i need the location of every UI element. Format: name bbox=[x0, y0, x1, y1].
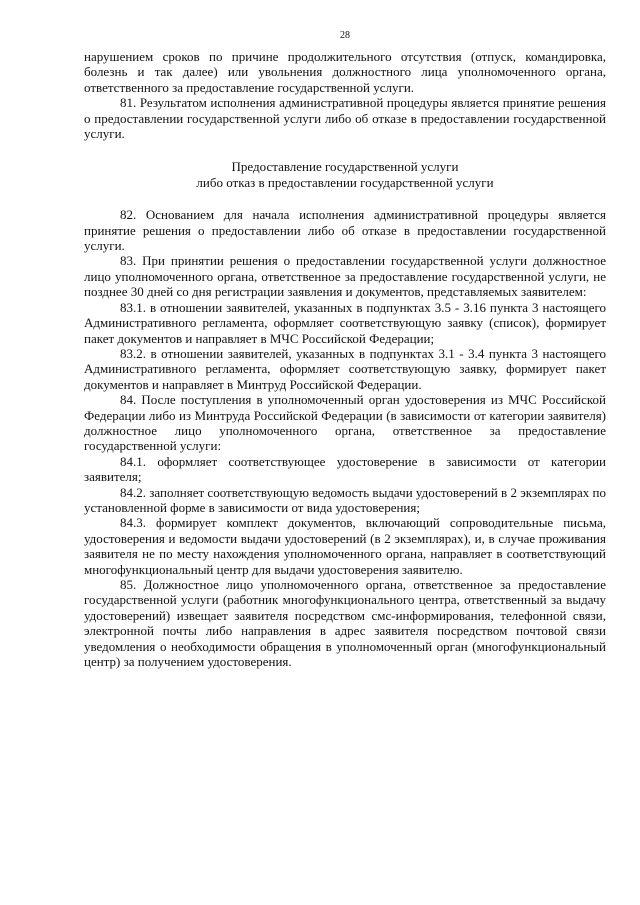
paragraph-continuation: нарушением сроков по причине продолжительного отсутствия (отпуск, командировка, болезнь и так далее) или увольнения должностного лица уполномоченного органа, ответственного за предоставление государственной услуги. bbox=[84, 49, 606, 95]
paragraph-83-2: 83.2. в отношении заявителей, указанных в подпунктах 3.1 - 3.4 пункта 3 настоящего Административного регламента, оформляет соответствующую заявку, формирует пакет документов и направляет в Минтруд Российской Федерации. bbox=[84, 345, 606, 392]
section-heading bbox=[84, 159, 606, 190]
paragraph-85: 85. Должностное лицо уполномоченного органа, ответственное за предоставление государственной услуги (работник многофункционального центра, ответственный за выдачу удостоверений) извещает заявителя посредством смс-информирования, телефонной связи, электронной почты либо направления в адрес заявителя посредством почтовой связи уведомления о необходимости обращения в уполномоченный орган (многофункциональный центр) за получением удостоверения. bbox=[84, 577, 606, 670]
paragraph-83-1: 83.1. в отношении заявителей, указанных в подпунктах 3.5 - 3.16 пункта 3 настоящего Административного регламента, оформляет соответствующую заявку (список), формирует пакет документов и направляет в МЧС Российской Федерации; bbox=[84, 299, 606, 346]
paragraph-84: 84. После поступления в уполномоченный орган удостоверения из МЧС Российской Федерации либо из Минтруда Российской Федерации (в зависимости от категории заявителя) должностное лицо уполномоченного органа, ответственное за предоставление государственной услуги: bbox=[84, 392, 606, 454]
paragraph-83: 83. При принятии решения о предоставлении государственной услуги должностное лицо уполномоченного органа, ответственное за предоставление государственной услуги, не позднее 30 дней со дня регистрации заявления и документов, представляемых заявителем: bbox=[84, 253, 606, 300]
section-heading-line-1: Предоставление государственной услуги bbox=[231, 159, 459, 175]
paragraph-84-1: 84.1. оформляет соответствующее удостоверение в зависимости от категории заявителя; bbox=[84, 453, 606, 485]
page-number: 28 bbox=[340, 30, 350, 41]
document-page bbox=[84, 30, 606, 669]
paragraph-84-3: 84.3. формирует комплект документов, включающий сопроводительные письма, удостоверения и ведомости выдачи удостоверений (в 2 экземплярах), и, в случае проживания заявителя не по месту нахождения уполномоченного органа, направляет в соответствующий многофункциональный центр для выдачи удостоверения заявителю. bbox=[84, 515, 606, 577]
paragraph-81: 81. Результатом исполнения административной процедуры является принятие решения о предоставлении государственной услуги либо об отказе в предоставлении государственной услуги. bbox=[84, 95, 606, 142]
paragraph-82: 82. Основанием для начала исполнения административной процедуры является принятие решения о предоставлении либо об отказе в предоставлении государственной услуги. bbox=[84, 207, 606, 254]
section-heading-line-2: либо отказ в предоставлении государственной услуги bbox=[196, 174, 494, 190]
paragraph-84-2: 84.2. заполняет соответствующую ведомость выдачи удостоверений в 2 экземплярах по установленной форме в зависимости от вида удостоверения; bbox=[84, 484, 606, 515]
